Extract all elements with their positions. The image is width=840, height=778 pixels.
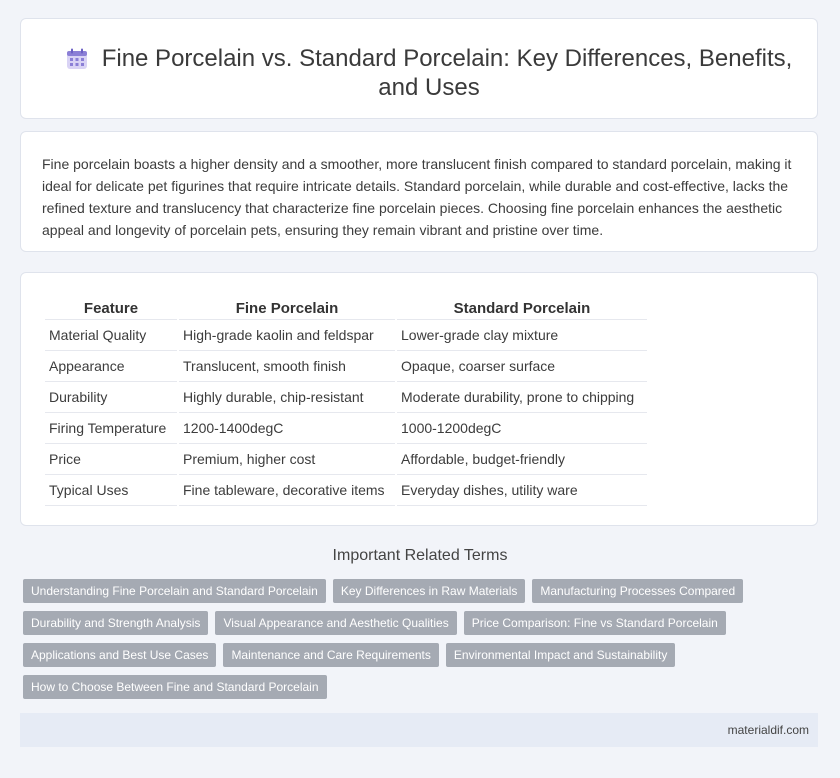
calendar-grid-icon bbox=[66, 48, 88, 70]
related-term-tag[interactable]: Key Differences in Raw Materials bbox=[333, 579, 526, 603]
table-cell: Everyday dishes, utility ware bbox=[397, 475, 647, 506]
related-term-tag[interactable]: Understanding Fine Porcelain and Standard Porcelain bbox=[23, 579, 326, 603]
table-cell: Lower-grade clay mixture bbox=[397, 320, 647, 351]
table-cell: Material Quality bbox=[45, 320, 177, 351]
table-cell: Durability bbox=[45, 382, 177, 413]
table-cell: 1200-1400degC bbox=[179, 413, 395, 444]
related-term-tag[interactable]: Manufacturing Processes Compared bbox=[532, 579, 743, 603]
header-standard-porcelain: Standard Porcelain bbox=[397, 295, 647, 320]
table-cell: Premium, higher cost bbox=[179, 444, 395, 475]
table-cell: Highly durable, chip-resistant bbox=[179, 382, 395, 413]
title-wrap bbox=[61, 44, 797, 102]
title-card bbox=[20, 18, 818, 119]
related-term-tag[interactable]: Applications and Best Use Cases bbox=[23, 643, 216, 667]
footer-bar bbox=[20, 713, 818, 747]
table-row bbox=[45, 444, 647, 475]
table-cell: Affordable, budget-friendly bbox=[397, 444, 647, 475]
related-term-tag[interactable]: Durability and Strength Analysis bbox=[23, 611, 208, 635]
table-row bbox=[45, 320, 647, 351]
header-fine-porcelain: Fine Porcelain bbox=[179, 295, 395, 320]
table-row bbox=[45, 382, 647, 413]
table-cell: 1000-1200degC bbox=[397, 413, 647, 444]
table-cell: Opaque, coarser surface bbox=[397, 351, 647, 382]
intro-paragraph: Fine porcelain boasts a higher density and a smoother, more translucent finish compared to standard porcelain, making it ideal for delicate pet figurines that require intricate details. Standard porcelain, while durable and cost-effective, lacks the refined texture and translucency that characterize fine porcelain pieces. Choosing fine porcelain enhances the aesthetic appeal and longevity of porcelain pets, ensuring they remain vibrant and pristine over time. bbox=[42, 156, 792, 238]
intro-card bbox=[20, 131, 818, 252]
table-cell: Typical Uses bbox=[45, 475, 177, 506]
comparison-table-card bbox=[20, 272, 818, 526]
related-term-tag[interactable]: Maintenance and Care Requirements bbox=[223, 643, 438, 667]
table-row bbox=[45, 475, 647, 506]
table-row bbox=[45, 413, 647, 444]
table-cell: Translucent, smooth finish bbox=[179, 351, 395, 382]
table-cell: Fine tableware, decorative items bbox=[179, 475, 395, 506]
footer-site-link[interactable]: materialdif.com bbox=[727, 723, 809, 737]
table-cell: Price bbox=[45, 444, 177, 475]
related-term-tag[interactable]: Environmental Impact and Sustainability bbox=[446, 643, 675, 667]
table-cell: Firing Temperature bbox=[45, 413, 177, 444]
related-terms-heading: Important Related Terms bbox=[332, 547, 508, 564]
table-cell: High-grade kaolin and feldspar bbox=[179, 320, 395, 351]
page-title: Fine Porcelain vs. Standard Porcelain: Key Differences, Benefits, and Uses bbox=[101, 45, 793, 101]
related-terms-list bbox=[23, 579, 803, 707]
table-header-row bbox=[45, 295, 647, 320]
table-cell: Moderate durability, prone to chipping bbox=[397, 382, 647, 413]
comparison-table bbox=[43, 295, 649, 506]
related-term-tag[interactable]: Visual Appearance and Aesthetic Qualities bbox=[215, 611, 456, 635]
table-row bbox=[45, 351, 647, 382]
table-cell: Appearance bbox=[45, 351, 177, 382]
related-term-tag[interactable]: Price Comparison: Fine vs Standard Porcelain bbox=[464, 611, 726, 635]
header-feature: Feature bbox=[45, 295, 177, 320]
related-term-tag[interactable]: How to Choose Between Fine and Standard Porcelain bbox=[23, 675, 327, 699]
